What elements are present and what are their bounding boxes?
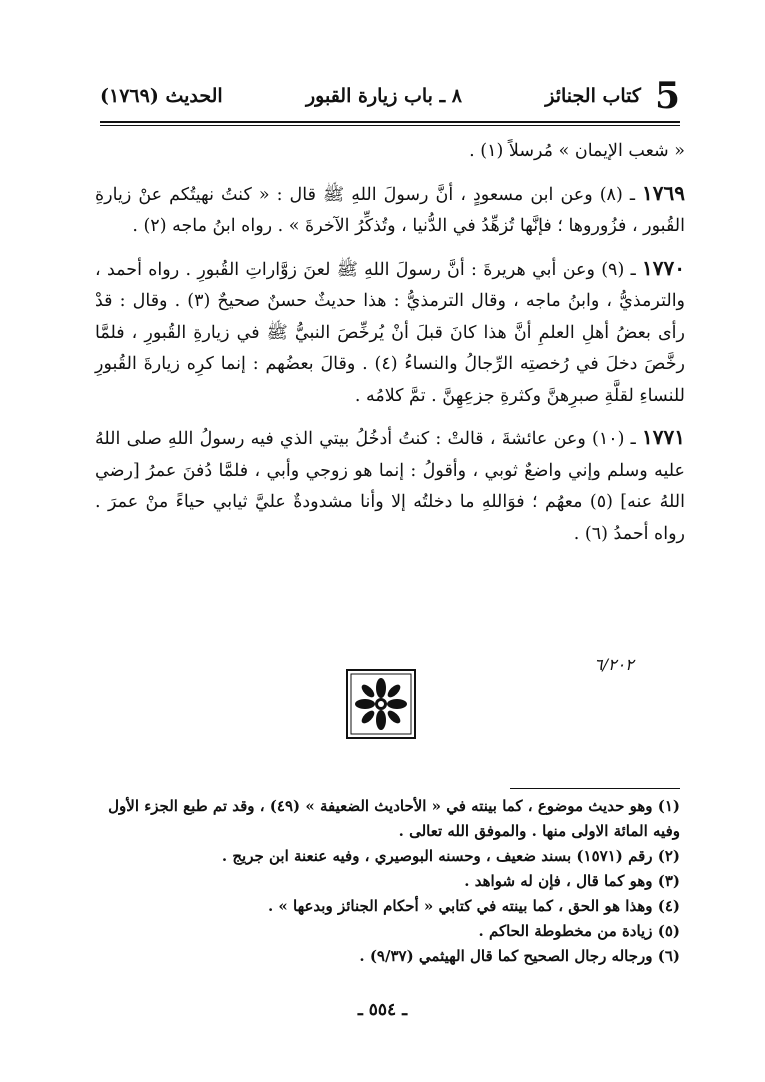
header-rule	[100, 121, 680, 126]
chapter-title: ٨ ـ باب زيارة القبور	[305, 85, 462, 107]
footnote-marker: (٢)	[657, 847, 680, 865]
margin-note: ٦/٢٠٢	[594, 655, 634, 674]
floral-ornament-icon	[345, 668, 417, 740]
footnote	[95, 844, 680, 869]
footnote-text: رقم (١٥٧١) بسند ضعيف ، وحسنه البوصيري ، وفيه عنعنة ابن جريج .	[221, 847, 653, 865]
footnote-text: وهو حديث موضوع ، كما بينته في « الأحاديث الضعيفة » (٤٩) ، وقد تم طبع الجزء الأول وفيه المائة الاولى منها . والموفق الله تعالى .	[108, 797, 680, 840]
footnote-text: زيادة من مخطوطة الحاكم .	[478, 922, 653, 940]
footnotes	[95, 794, 680, 969]
footnote	[95, 944, 680, 969]
intro-line: « شعب الإيمان » مُرسلاً (١) .	[469, 141, 685, 161]
page-number: ـ ٥٥٤ ـ	[357, 1000, 408, 1020]
section-number: 5	[654, 75, 680, 117]
hadith-range: الحديث (١٧٦٩)	[100, 85, 223, 107]
hadith-text: ـ (٨) وعن ابن مسعودٍ ، أنَّ رسولَ اللهِ ﷺ قال : « كنتُ نهيتُكم عنْ زيارةِ القُبور ، فزُوروها ؛ فإنَّها تُزهِّدُ في الدُّنيا ، وتُذكِّرُ الآخرةَ » . رواه ابنُ ماجه (٢) .	[95, 184, 685, 236]
hadith-number: ١٧٦٩	[642, 180, 685, 205]
footnote-text: ورجاله رجال الصحيح كما قال الهيثمي (٩/٣٧) .	[359, 947, 653, 965]
footnote	[95, 794, 680, 844]
page-header	[100, 75, 680, 117]
footnote	[95, 894, 680, 919]
hadith-number: ١٧٧٠	[642, 255, 685, 280]
footnote-text: وهو كما قال ، فإن له شواهد .	[464, 872, 653, 890]
footnote-marker: (٦)	[657, 947, 680, 965]
hadith-text: ـ (١٠) وعن عائشةَ ، قالتْ : كنتُ أدخُلُ بيتي الذي فيه رسولُ اللهِ صلى اللهُ عليه وسلم وإني واضعٌ ثوبي ، وأقولُ : إنما هو زوجي وأبي ، فلمَّا دُفنَ عمرُ [رضي اللهُ عنه] (٥) معهُم ؛ فوَاللهِ ما دخلتُه إلا وأنا مشدودةٌ عليَّ ثيابي حياءً منْ عمرَ . رواه أحمدُ (٦) .	[95, 429, 685, 544]
footnote-marker: (٣)	[657, 872, 680, 890]
hadith-paragraph	[95, 178, 685, 243]
footnote-text: وهذا هو الحق ، كما بينته في كتابي « أحكام الجنائز وبدعها » .	[267, 897, 653, 915]
hadith-paragraph	[95, 253, 685, 413]
main-text	[95, 136, 685, 560]
hadith-paragraph	[95, 422, 685, 550]
book-title: كتاب الجنائز	[545, 85, 641, 107]
header-right-group	[545, 75, 680, 117]
footnote	[95, 919, 680, 944]
footnote	[95, 869, 680, 894]
footnote-marker: (٥)	[657, 922, 680, 940]
footnote-marker: (٤)	[657, 897, 680, 915]
footnote-marker: (١)	[657, 797, 680, 815]
hadith-number: ١٧٧١	[642, 425, 685, 449]
footnote-rule	[510, 788, 680, 789]
hadith-text: ـ (٩) وعن أبي هريرةَ : أنَّ رسولَ اللهِ ﷺ لعنَ زوَّاراتِ القُبورِ . رواه أحمد ، والترمذيُّ ، وابنُ ماجه ، وقال الترمذيُّ : هذا حديثٌ حسنٌ صحيحٌ (٣) . وقال : قدْ رأى بعضُ أهلِ العلمِ أنَّ هذا كانَ قبلَ أنْ يُرخِّصَ النبيُّ ﷺ في زيارةِ القُبورِ ، فلمَّا رخَّصَ دخلَ في رُخصتِه الرِّجالُ والنساءُ (٤) . وقالَ بعضُهم : إنما كرِه زيارةَ القُبورِ للنساءِ لقلَّةِ صبرِهنَّ وكثرةِ جزعِهِنَّ . تمَّ كلامُه .	[95, 259, 686, 406]
